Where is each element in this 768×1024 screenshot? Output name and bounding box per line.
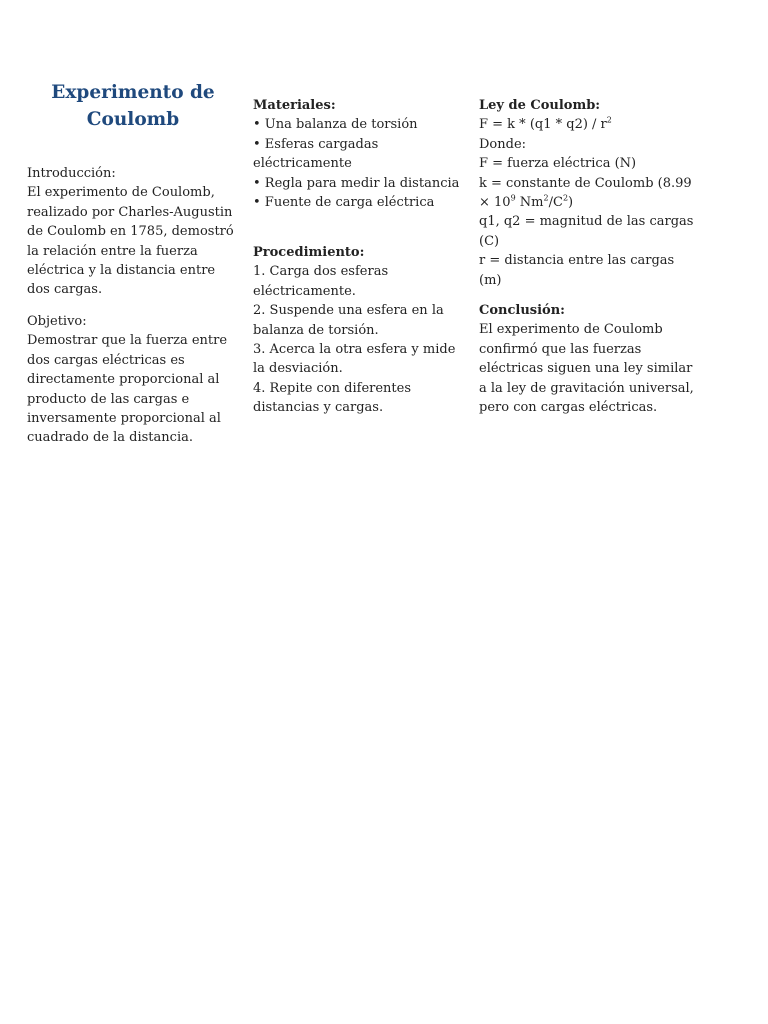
ley-section [479,96,694,290]
procedimiento-section [253,243,471,418]
ley-k-definition [479,174,694,213]
ley-k-exponent-2: 2 [543,193,549,203]
materiales-section [253,96,471,212]
ley-formula [479,115,694,134]
introduccion-section [27,164,242,300]
ley-k-text-d: ) [568,195,574,211]
materiales-item: • Regla para medir la distancia [253,175,460,191]
title-line-2: Coulomb [86,109,180,130]
ley-k-text-c: /C [548,195,563,211]
ley-f-definition: F = fuerza eléctrica (N) [479,156,637,172]
ley-formula-text: F = k * (q1 * q2) / r [479,117,607,133]
procedimiento-step: 2. Suspende una esfera en la balanza de torsión. [253,303,444,338]
ley-k-text-b: Nm [515,195,544,211]
ley-k-exponent-3: 2 [562,193,569,203]
introduccion-body: El experimento de Coulomb, realizado por Charles-Augustin de Coulomb en 1785, demostró la relación entre la fuerza eléctrica y la distancia entre dos cargas. [27,185,234,298]
ley-heading: Ley de Coulomb: [479,98,601,113]
ley-donde: Donde: [479,136,527,152]
conclusion-body: El experimento de Coulomb confirmó que las fuerzas eléctricas siguen una ley similar a la ley de gravitación universal, pero con cargas eléctricas. [479,322,694,416]
ley-k-exponent-1: 9 [510,193,516,203]
procedimiento-step: 3. Acerca la otra esfera y mide la desviación. [253,342,456,377]
ley-formula-exponent: 2 [606,116,612,126]
procedimiento-step: 4. Repite con diferentes distancias y cargas. [253,380,412,416]
objetivo-body: Demostrar que la fuerza entre dos cargas eléctricas es directamente proporcional al producto de las cargas e inversamente proporcional al cuadrado de la distancia. [27,333,228,446]
page-title [27,79,239,133]
conclusion-heading: Conclusión: [479,303,565,318]
ley-q-definition: q1, q2 = magnitud de las cargas (C) [479,214,694,249]
introduccion-heading: Introducción: [27,166,116,181]
title-line-1: Experimento de [51,82,215,103]
materiales-item: • Fuente de carga eléctrica [253,195,435,211]
procedimiento-step: 1. Carga dos esferas eléctricamente. [253,264,389,299]
materiales-heading: Materiales: [253,98,336,113]
objetivo-heading: Objetivo: [27,314,87,329]
materiales-item: • Esferas cargadas eléctricamente [253,136,379,172]
ley-k-text-a: k = constante de Coulomb (8.99 × 10 [479,175,692,211]
materiales-item: • Una balanza de torsión [253,117,418,133]
objetivo-section [27,312,242,448]
ley-r-definition: r = distancia entre las cargas (m) [479,253,675,288]
procedimiento-heading: Procedimiento: [253,245,365,260]
conclusion-section [479,301,694,417]
